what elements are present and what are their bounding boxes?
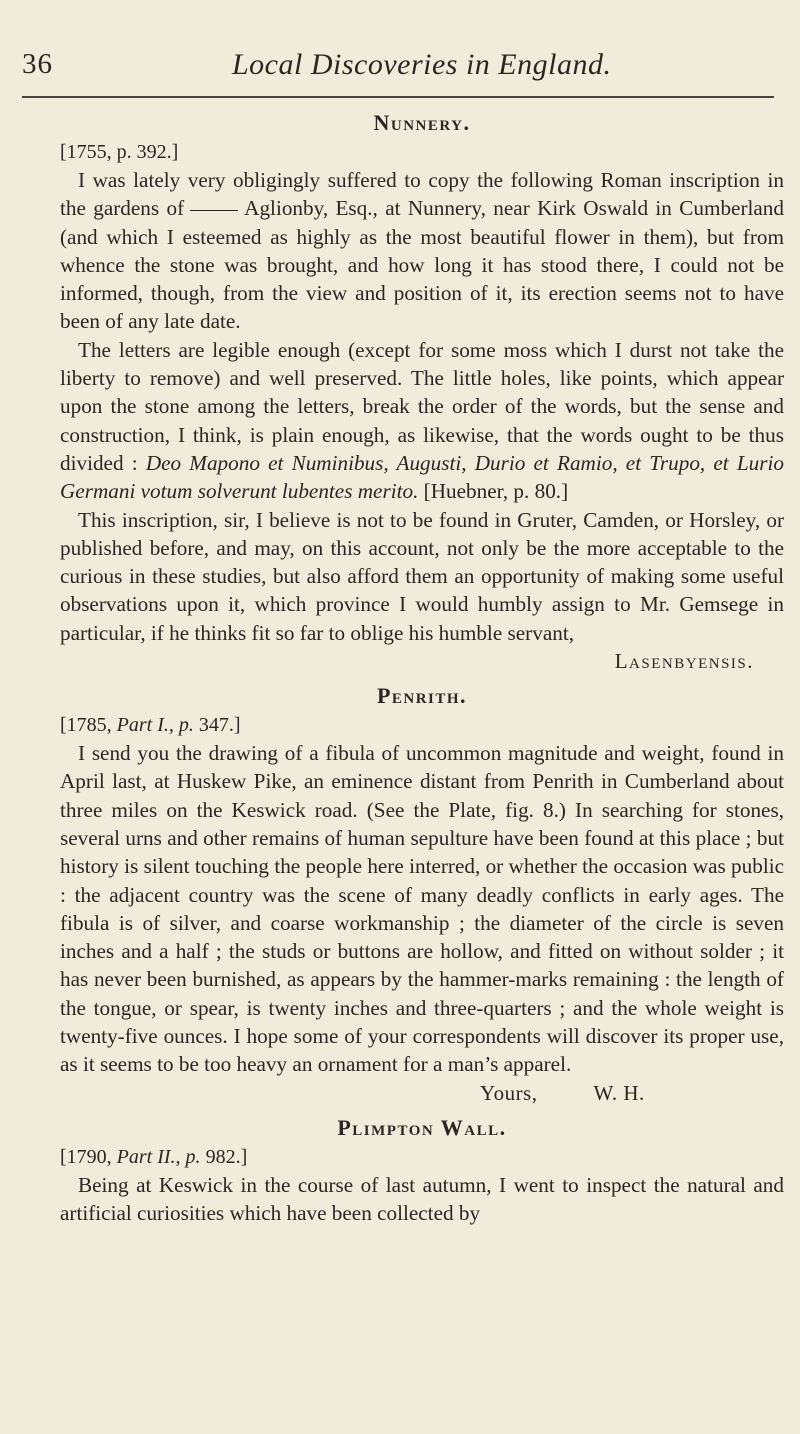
section-heading-penrith: Penrith.	[376, 683, 468, 709]
citation-page: 982.]	[205, 1145, 248, 1168]
citation-part: Part I., p.	[116, 714, 194, 737]
paragraph: This inscription, sir, I believe is not to be found in Gruter, Camden, or Horsley, or published before, and may, on this account, not only be the more acceptable to the curious in these studies, but also afford them an opportunity of making some useful observations upon it, which province I would humbly assign to Mr. Gemsege in particular, if he thinks fit so far to oblige his humble servant,	[60, 507, 784, 645]
page-content	[60, 108, 784, 1227]
citation-part: Part II., p.	[116, 1145, 201, 1168]
signoff-initials: W. H.	[593, 1080, 645, 1105]
paragraph: I send you the drawing of a fibula of uncommon magnitude and weight, found in April last, at Huskew Pike, an eminence distant from Penrith in Cumberland about three miles on the Keswick road. (See the Plate, fig. 8.) In searching for stones, several urns and other remains of human sepulture have been found at this place ; but history is silent touching the people here interred, or whether the occasion was public : the adjacent country was the scene of many deadly conflicts in early ages. The fibula is of silver, and coarse workmanship ; the diameter of the circle is seven inches and a half ; the studs or buttons are hollow, and fitted on without solder ; it has never been burnished, as appears by the hammer-marks remaining : the length of the tongue, or spear, is twenty inches and three-quarters ; and the whole weight is twenty-five ounces. I hope some of your correspondents will discover its proper use, as it seems to be too heavy an ornament for a man’s apparel.	[60, 741, 784, 1077]
paragraph-text: Aglionby, Esq., at Nunnery, near Kirk Oswald in Cumberland (and which I esteemed as highly as the most beautiful flower in them), but from whence the stone was brought, and how long it has stood there, I could not be informed, though, from the view and position of it, its erection seems not to have been of any late date.	[60, 196, 784, 334]
signoff	[60, 1079, 784, 1107]
signoff-yours: Yours,	[480, 1080, 538, 1105]
paragraph	[60, 166, 784, 336]
page-header	[22, 46, 774, 98]
running-title: Local Discoveries in England.	[232, 48, 612, 81]
page-number: 36	[22, 48, 53, 80]
citation-year: [1785,	[60, 714, 112, 737]
reference: [Huebner, p. 80.]	[423, 479, 569, 504]
paragraph	[60, 336, 784, 506]
citation-penrith	[60, 711, 784, 739]
paragraph-text: The letters are legible enough (except for some moss which I durst not take the liberty to remove) and well preserved. The little holes, like points, which appear upon the stone among the letters, break the order of the words, but the sense and construction, I think, is plain enough, as likewise, that the words ought to be thus divided :	[60, 337, 784, 475]
section-heading-plimpton-wall: Plimpton Wall.	[337, 1114, 507, 1140]
blank-dash	[190, 210, 238, 211]
citation-nunnery: [1755, p. 392.]	[60, 141, 179, 163]
latin-inscription: Deo Mapono et Numinibus, Augusti, Durio et Ramio, et Trupo, et Lurio Germani votum solverunt lubentes merito.	[60, 450, 784, 504]
signature: Lasenbyensis.	[614, 649, 754, 674]
citation-page: 347.]	[198, 714, 241, 737]
citation-year: [1790,	[60, 1145, 112, 1168]
citation-plimpton	[60, 1143, 784, 1171]
section-heading-nunnery: Nunnery.	[373, 110, 471, 135]
paragraph: Being at Keswick in the course of last autumn, I went to inspect the natural and artificial curiosities which have been collected by	[60, 1172, 784, 1225]
paragraph-text: I was lately very obligingly suffered to copy the following Roman inscription in the gardens of	[60, 168, 784, 221]
